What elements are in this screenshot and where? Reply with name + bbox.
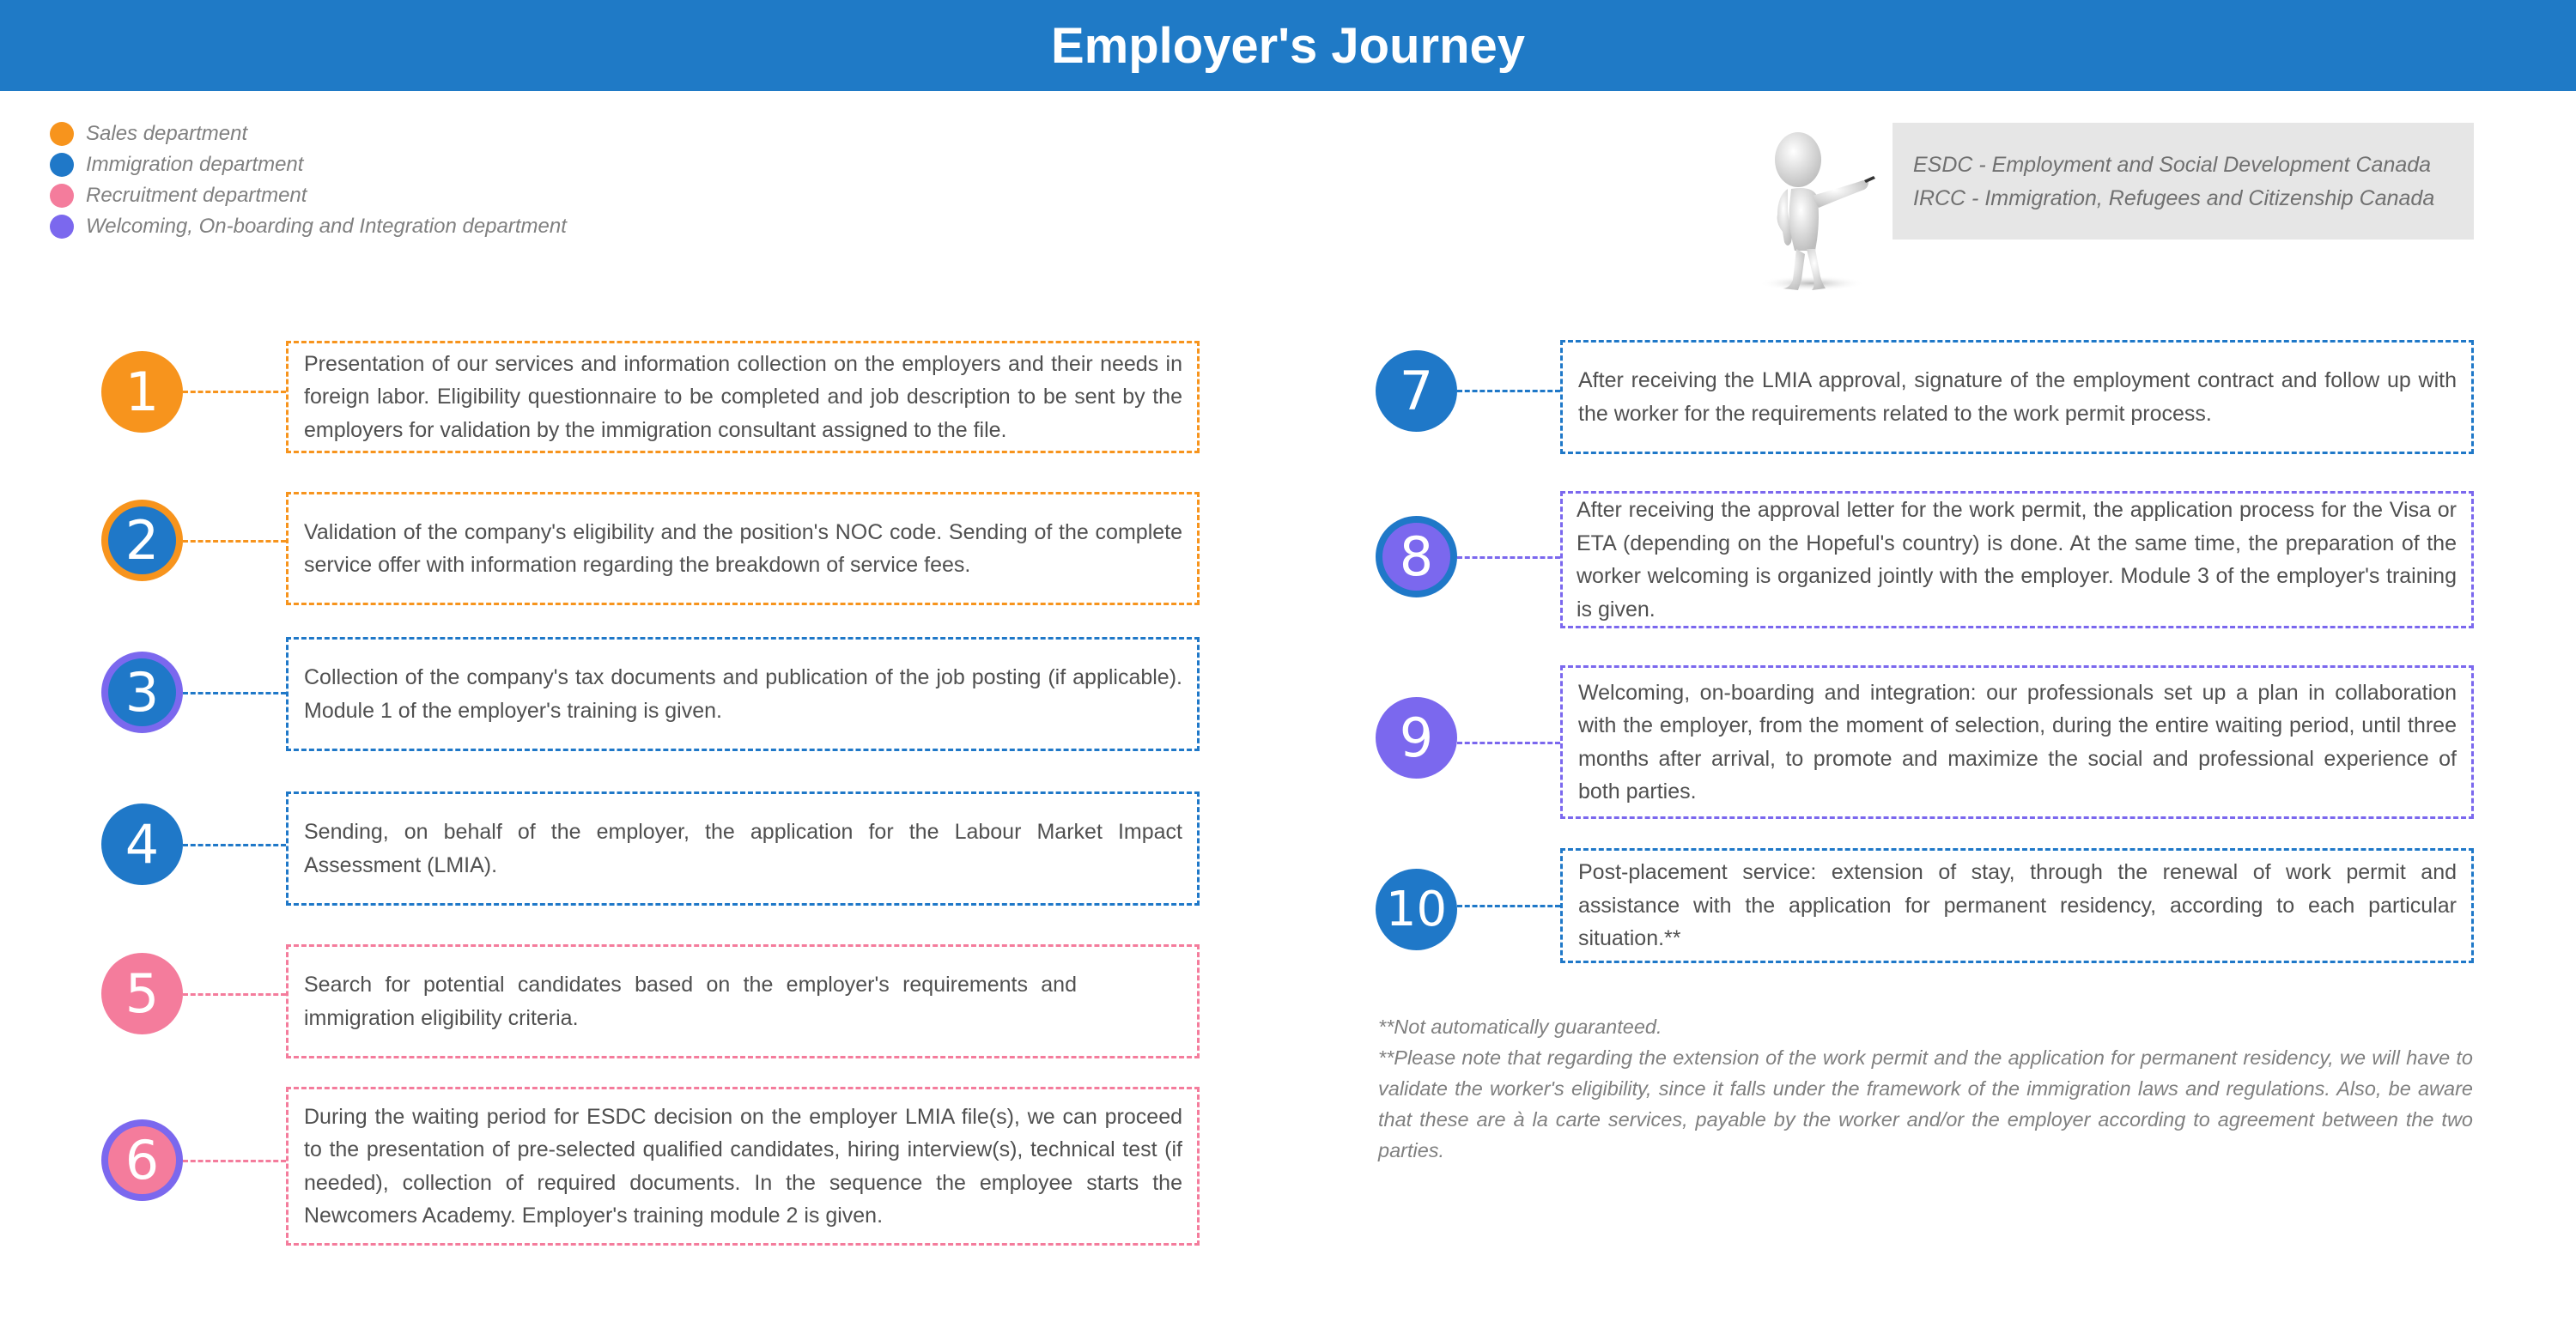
step-card [1560,665,2474,819]
step-connector [1457,905,1560,907]
legend-label: Sales department [86,122,248,145]
step-number: 3 [125,661,160,724]
abbreviations-box [1893,123,2474,240]
abbreviation-ircc: IRCC - Immigration, Refugees and Citizenship Canada [1913,186,2435,210]
step-number-badge [1376,516,1457,597]
sales-dot-icon [50,122,74,146]
step-number: 4 [125,813,160,876]
header-bar [0,0,2576,91]
presenter-stick-figure-icon [1743,129,1893,322]
legend-item-immigration [50,149,567,180]
department-legend [50,118,567,242]
step-description: Collection of the company's tax documents and publication of the job posting (if applicable). Module 1 of the employer's training is given. [304,665,1182,723]
step-connector [1457,742,1560,744]
step-number-badge [101,652,183,733]
step-description: After receiving the LMIA approval, signature of the employment contract and follow up with the worker for the requirements related to the work permit process. [1578,368,2457,426]
step-description: Search for potential candidates based on the employer's requirements and immigration eligibility criteria. [304,973,1077,1030]
step-number-badge [1376,869,1457,950]
step-number-badge [1376,697,1457,779]
step-connector [183,540,286,543]
step-description: Presentation of our services and information collection on the employers and their needs in foreign labor. Eligibility questionnaire to be completed and job description to be sent by the employers for validation by the immigration consultant assigned to the file. [304,351,1182,442]
step-number: 8 [1399,525,1434,588]
legend-item-welcoming [50,211,567,242]
recruitment-dot-icon [50,184,74,208]
step-connector [1457,390,1560,392]
step-number-badge [101,500,183,581]
step-number-badge [1376,350,1457,432]
step-number: 5 [125,962,160,1025]
step-description: After receiving the approval letter for the work permit, the application process for the Visa or ETA (depending on the Hopeful's country) is done. At the same time, the preparation of the worker welcoming is organized jointly with the employer. Module 3 of the employer's training is given. [1577,498,2457,622]
abbreviation-esdc: ESDC - Employment and Social Development Canada [1913,153,2432,177]
welcoming-dot-icon [50,215,74,239]
step-number: 6 [125,1129,160,1192]
step-card [286,341,1200,453]
step-card [286,791,1200,906]
immigration-dot-icon [50,153,74,177]
legend-item-sales [50,118,567,149]
step-connector [183,391,286,393]
page-title: Employer's Journey [1050,17,1526,74]
step-connector [1457,556,1560,559]
step-card [286,944,1200,1058]
step-description: Welcoming, on-boarding and integration: our professionals set up a plan in collaboration with the employer, from the moment of selection, during the entire waiting period, until three months after arrival, to promote and maximize the social and professional experience of both parties. [1578,680,2457,804]
step-description: Sending, on behalf of the employer, the application for the Labour Market Impact Assessment (LMIA). [304,820,1182,877]
legend-label: Welcoming, On-boarding and Integration department [86,215,567,238]
footnotes [1378,1011,2473,1166]
step-number: 9 [1399,706,1434,769]
legend-label: Recruitment department [86,184,307,207]
step-description: During the waiting period for ESDC decision on the employer LMIA file(s), we can proceed to the presentation of pre-selected qualified candidates, hiring interview(s), technical test (if needed), collection of required documents. In the sequence the employee starts the Newcomers Academy. Employer's training module 2 is given. [304,1104,1182,1228]
footnote-disclaimer: **Please note that regarding the extension of the work permit and the application for permanent residency, we will have to validate the worker's eligibility, since it falls under the framework of the immigration laws and regulations. Also, be aware that these are à la carte services, payable by the worker and/or the employer according to agreement between the two parties. [1378,1046,2473,1161]
step-description: Validation of the company's eligibility and the position's NOC code. Sending of the complete service offer with information regarding the breakdown of service fees. [304,519,1182,577]
step-connector [183,993,286,996]
step-connector [183,844,286,846]
step-card [1560,848,2474,963]
step-number: 1 [125,361,160,423]
legend-item-recruitment [50,180,567,211]
step-number-badge [101,804,183,885]
step-card [1560,491,2474,628]
step-connector [183,1160,286,1162]
step-number: 10 [1385,882,1448,937]
step-card [286,492,1200,605]
step-number-badge [101,351,183,433]
step-number-badge [101,1119,183,1201]
step-connector [183,692,286,694]
footnote-guarantee: **Not automatically guaranteed. [1378,1016,1662,1038]
step-description: Post-placement service: extension of stay, through the renewal of work permit and assistance with the application for permanent residency, according to each particular situation.** [1578,860,2457,951]
step-card [1560,340,2474,454]
legend-label: Immigration department [86,153,304,176]
step-number: 2 [125,509,160,572]
step-card [286,637,1200,751]
step-number: 7 [1399,360,1434,422]
step-number-badge [101,953,183,1034]
step-card [286,1087,1200,1246]
